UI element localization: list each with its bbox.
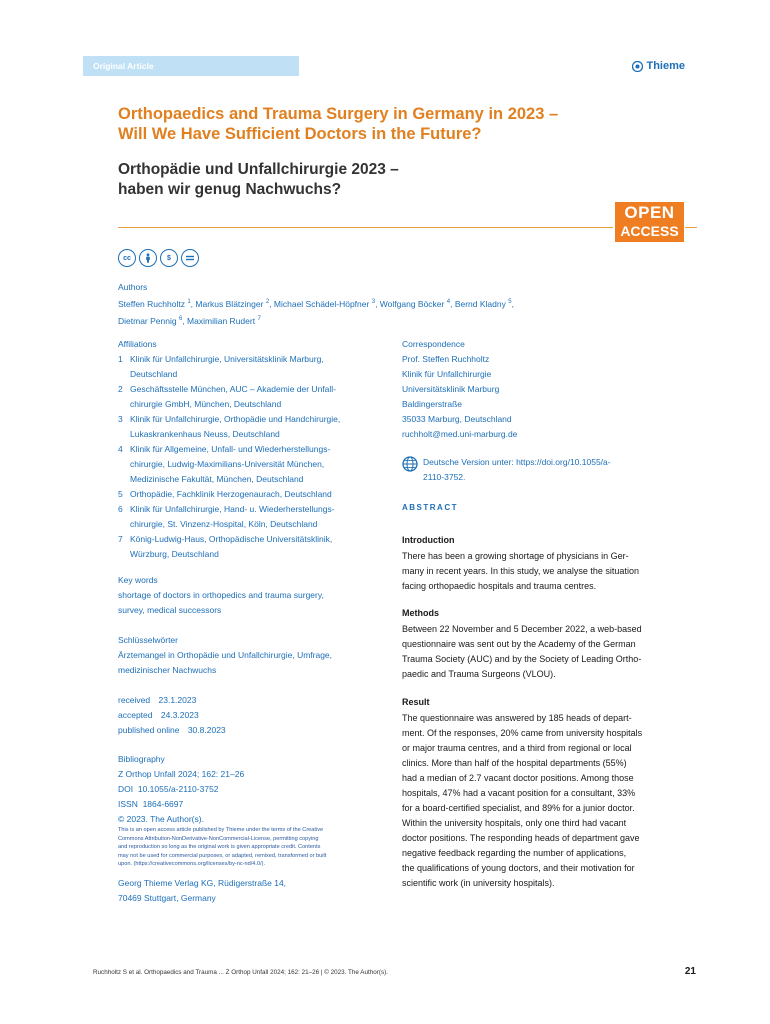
abstract-line: or major trauma centres, and a third from regional or local <box>402 743 632 753</box>
abstract-line: Within the university hospitals, only one third had vacant <box>402 818 627 828</box>
abstract-line: The questionnaire was answered by 185 heads of depart- <box>402 713 632 723</box>
german-version-link[interactable] <box>423 455 685 485</box>
cc-icon: cc <box>118 249 136 267</box>
author-name[interactable]: Bernd Kladny <box>454 298 506 309</box>
title-en-line: Orthopaedics and Trauma Surgery in Germany in 2023 – <box>118 105 559 123</box>
author-name[interactable]: Dietmar Pennig <box>118 315 177 326</box>
author-name[interactable]: Michael Schädel-Höpfner <box>273 298 370 309</box>
abstract-line: facing orthopaedic hospitals and trauma centres. <box>402 581 597 591</box>
accepted-row <box>118 708 232 723</box>
keywords-text <box>118 588 380 618</box>
schluesselwoerter-line: Ärztemangel in Orthopädie und Unfallchirurgie, Umfrage, <box>118 650 333 660</box>
author-name[interactable]: Markus Blätzinger <box>195 298 264 309</box>
schluesselwoerter-line: medizinischer Nachwuchs <box>118 665 217 675</box>
license-line[interactable]: upon. (https://creativecommons.org/licenses/by-nc-nd/4.0/). <box>118 861 266 867</box>
schluesselwoerter-text <box>118 648 380 678</box>
affiliation-ref: 7 <box>257 315 261 322</box>
issn-label: ISSN <box>118 799 138 809</box>
affiliation-line: Geschäftsstelle München, AUC – Akademie der Unfall- <box>130 384 336 394</box>
publisher-line: Georg Thieme Verlag KG, Rüdigerstraße 14, <box>118 878 287 888</box>
affiliation-text <box>130 442 330 487</box>
open-access-badge <box>615 202 684 242</box>
affiliation-item <box>118 412 380 442</box>
author-list: Steffen Ruchholtz $^1$, Markus Blätzinger $^2$, Michael Schädel-Höpfner $^3$, Wolfgang Böcker $^4$, Bernd Kladny $^5$, Dietmar Pennig $^6$, Maximilian Rudert $^7$ <box>118 298 514 326</box>
publisher-logo[interactable] <box>632 60 685 72</box>
affiliation-item <box>118 382 380 412</box>
by-icon <box>139 249 157 267</box>
abstract-line: scientific work (in university hospitals). <box>402 878 555 888</box>
creative-commons-icons[interactable] <box>118 249 199 267</box>
affiliation-text <box>130 532 332 562</box>
affiliation-ref: 3 <box>371 299 376 305</box>
correspondence-line: Prof. Steffen Ruchholtz <box>402 354 490 364</box>
license-text <box>118 826 384 869</box>
received-label: received <box>118 695 151 705</box>
affiliation-ref: 2 <box>265 299 270 305</box>
abstract-heading: ABSTRACT <box>402 503 458 512</box>
doi-label: DOI <box>118 784 134 794</box>
received-row <box>118 693 232 708</box>
keywords-line: shortage of doctors in orthopedics and trauma surgery, <box>118 590 324 600</box>
correspondence-line: Universitätsklinik Marburg <box>402 384 500 394</box>
keywords-line: survey, medical successors <box>118 605 222 615</box>
thieme-logo-icon <box>632 61 643 72</box>
affiliation-number: 5 <box>118 489 123 499</box>
affiliation-line: Deutschland <box>130 369 178 379</box>
publisher-address <box>118 876 380 906</box>
correspondence-address <box>402 352 682 442</box>
affiliation-line: chirurgie GmbH, München, Deutschland <box>130 399 282 409</box>
author-name[interactable]: Wolfgang Böcker <box>379 298 445 309</box>
abstract-line: questionnaire was sent out by the Academy of the German <box>402 639 636 649</box>
affiliation-item <box>118 487 380 502</box>
received-date: 23.1.2023 <box>158 695 197 705</box>
affiliation-line: chirurgie, St. Vinzenz-Hospital, Köln, Deutschland <box>130 519 318 529</box>
doi-link[interactable]: 10.1055/a-2110-3752 <box>137 784 219 794</box>
affiliation-text <box>130 382 336 412</box>
license-line: Commons Attribution-NonDerivative-NonCommercial-License, permitting copying <box>118 835 319 842</box>
citation: Z Orthop Unfall 2024; 162: 21–26 <box>118 769 245 779</box>
affiliation-number: 1 <box>118 354 123 364</box>
affiliation-item <box>118 502 380 532</box>
article-type-badge: Original Article <box>83 56 299 76</box>
abstract-line: many in recent years. In this study, we analyse the situation <box>402 566 639 576</box>
title-de-line: Orthopädie und Unfallchirurgie 2023 – <box>118 161 399 178</box>
author-name[interactable]: Steffen Ruchholtz <box>118 298 185 309</box>
affiliation-ref: 5 <box>508 299 512 305</box>
affiliation-line: Medizinische Fakultät, München, Deutschland <box>130 474 304 484</box>
issn-value: 1864-6697 <box>142 799 184 809</box>
affiliation-item <box>118 532 380 562</box>
affiliation-ref: 6 <box>178 315 183 322</box>
published-row <box>118 723 232 738</box>
article-title-german <box>118 160 658 200</box>
accepted-date: 24.3.2023 <box>160 710 199 720</box>
author-name[interactable]: Maximilian Rudert <box>187 315 256 326</box>
german-version-line: Deutsche Version unter: https://doi.org/10.1055/a- <box>423 457 611 467</box>
doi-row <box>118 782 380 797</box>
affiliation-line: chirurgie, Ludwig-Maximilians-Universität München, <box>130 459 325 469</box>
issn-row <box>118 797 380 812</box>
authors-heading: Authors <box>118 282 148 292</box>
methods-text <box>402 622 670 682</box>
abstract-line: Trauma Society (AUC) and by the Society of Leading Ortho- <box>402 654 642 664</box>
page-footer: Ruchholtz S et al. Orthopaedics and Trauma ... Z Orthop Unfall 2024; 162: 21–26 | © 2023. The Author(s). <box>93 969 388 976</box>
open-access-line1: OPEN <box>624 203 675 222</box>
correspondence-line: 35033 Marburg, Deutschland <box>402 414 512 424</box>
affiliations-heading: Affiliations <box>118 339 157 349</box>
affiliation-text <box>130 502 335 532</box>
affiliation-item <box>118 352 380 382</box>
affiliation-line: Klinik für Unfallchirurgie, Orthopädie und Handchirurgie, <box>130 414 341 424</box>
license-line: This is an open access article published by Thieme under the terms of the Creative <box>118 827 324 833</box>
bibliography-heading: Bibliography <box>118 754 165 764</box>
abstract-line: negative feedback regarding the number of applications, <box>402 848 627 858</box>
result-heading: Result <box>402 697 430 707</box>
affiliation-line: Lukaskrankenhaus Neuss, Deutschland <box>130 429 280 439</box>
open-access-line2: ACCESS <box>620 223 679 239</box>
abstract-line: There has been a growing shortage of physicians in Ger- <box>402 551 629 561</box>
affiliation-ref: 4 <box>446 299 451 305</box>
publisher-logo-text: Thieme <box>646 60 685 72</box>
abstract-line: the qualifications of young doctors, and their motivation for <box>402 863 635 873</box>
affiliation-line: König-Ludwig-Haus, Orthopädische Universitätsklinik, <box>130 534 333 544</box>
affiliation-line: Klinik für Allgemeine, Unfall- und Wiederherstellungs- <box>130 444 331 454</box>
bibliography-details <box>118 767 380 827</box>
abstract-line: Between 22 November and 5 December 2022, a web-based <box>402 624 642 634</box>
divider-line <box>118 227 613 228</box>
title-de-line: haben wir genug Nachwuchs? <box>118 181 342 198</box>
published-date: 30.8.2023 <box>187 725 226 735</box>
abstract-line: ment. Of the responses, 20% came from university hospitals <box>402 728 643 738</box>
abstract-line: doctor positions. The responding heads of department gave <box>402 833 640 843</box>
license-line: and reproduction so long as the original work is given appropriate credit. Contents <box>118 844 321 850</box>
affiliation-number: 6 <box>118 504 123 514</box>
introduction-heading: Introduction <box>402 535 455 545</box>
abstract-line: had a median of 2.7 vacant doctor positions. Among those <box>402 773 634 783</box>
nd-icon <box>181 249 199 267</box>
german-version-line: 2110-3752. <box>423 472 466 482</box>
abstract-line: hospitals, 47% had a vacant position for a consultant, 33% <box>402 788 636 798</box>
article-dates <box>118 693 232 738</box>
affiliation-list <box>118 352 380 562</box>
methods-heading: Methods <box>402 608 439 618</box>
affiliation-text <box>130 412 340 442</box>
affiliation-text <box>130 352 324 382</box>
affiliation-number: 2 <box>118 384 123 394</box>
affiliation-text <box>130 487 332 502</box>
affiliation-number: 4 <box>118 444 123 454</box>
globe-icon <box>402 456 418 472</box>
correspondence-line: Klinik für Unfallchirurgie <box>402 369 492 379</box>
license-line: may not be used for commercial purposes, or adapted, remixed, transformed or built <box>118 852 327 859</box>
copyright: © 2023. The Author(s). <box>118 814 204 824</box>
affiliation-line: Orthopädie, Fachklinik Herzogenaurach, Deutschland <box>130 489 332 499</box>
abstract-line: clinics. More than half of the hospital departments (55%) <box>402 758 627 768</box>
result-text <box>402 711 670 891</box>
correspondence-email[interactable]: ruchholt@med.uni-marburg.de <box>402 429 518 439</box>
affiliation-line: Klinik für Unfallchirurgie, Universitätsklinik Marburg, <box>130 354 324 364</box>
accepted-label: accepted <box>118 710 153 720</box>
title-en-line: Will We Have Sufficient Doctors in the Future? <box>118 125 482 143</box>
keywords-heading: Key words <box>118 575 158 585</box>
abstract-line: for a board-certified specialist, and 89% for a junior doctor. <box>402 803 635 813</box>
page-number: 21 <box>684 966 696 977</box>
divider-line <box>685 227 697 228</box>
affiliation-ref: 1 <box>187 299 191 305</box>
schluesselwoerter-heading: Schlüsselwörter <box>118 635 178 645</box>
affiliation-number: 7 <box>118 534 123 544</box>
affiliation-number: 3 <box>118 414 123 424</box>
introduction-text <box>402 549 670 594</box>
nc-icon: $ <box>160 249 178 267</box>
published-label: published online <box>118 725 180 735</box>
abstract-line: paedic and Trauma Surgeons (VLOU). <box>402 669 556 679</box>
correspondence-heading: Correspondence <box>402 339 465 349</box>
correspondence-line: Baldingerstraße <box>402 399 463 409</box>
affiliation-line: Würzburg, Deutschland <box>130 549 219 559</box>
publisher-line: 70469 Stuttgart, Germany <box>118 893 216 903</box>
affiliation-line: Klinik für Unfallchirurgie, Hand- u. Wiederherstellungs- <box>130 504 335 514</box>
article-title-english <box>118 104 658 144</box>
affiliation-item <box>118 442 380 487</box>
